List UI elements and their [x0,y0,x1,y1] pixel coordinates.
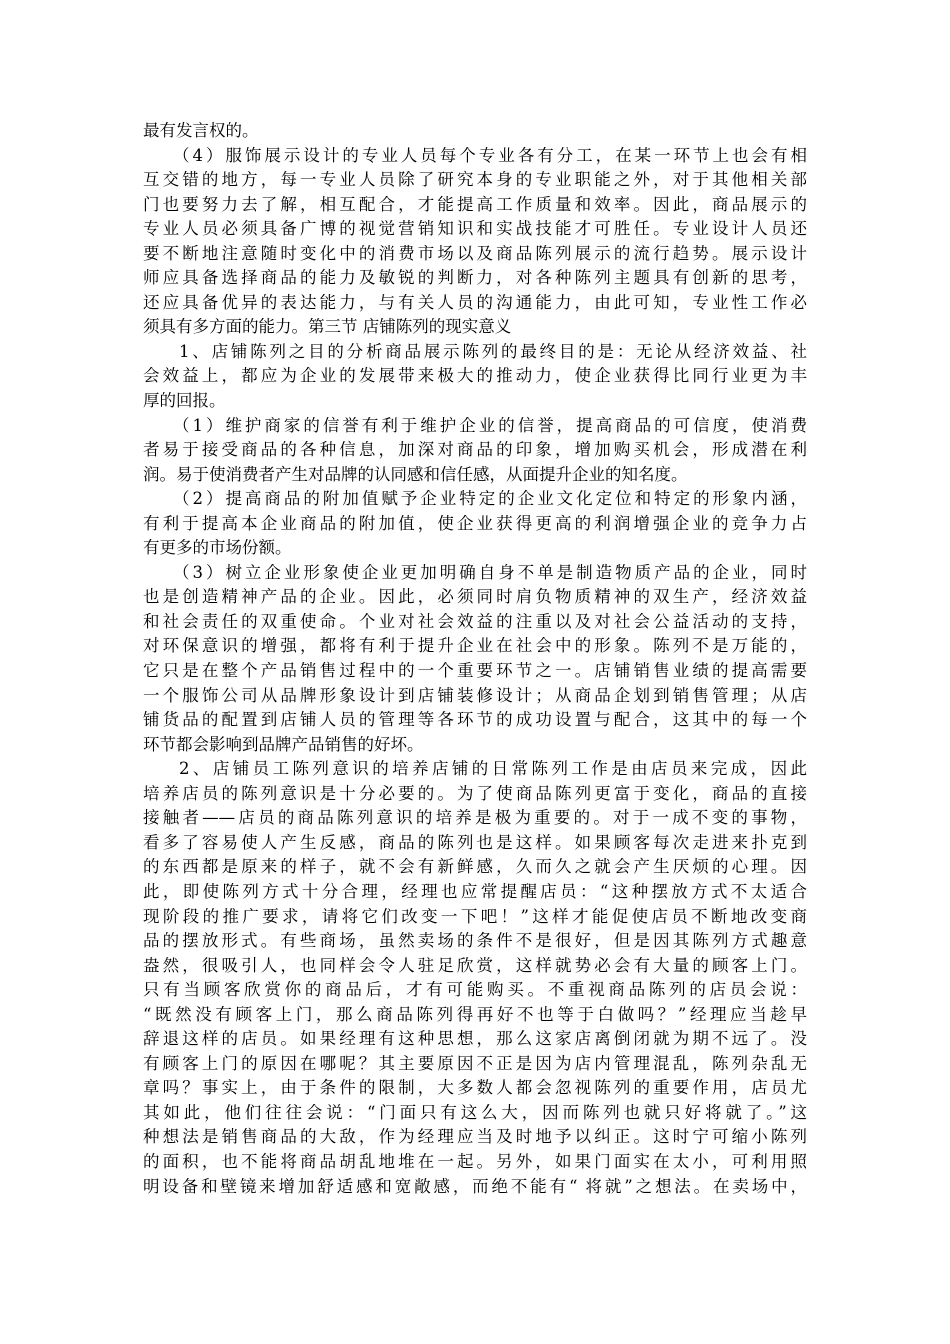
text-line: 有顾客上门的原因在哪呢？其主要原因不正是因为店内管理混乱，陈列杂乱无 [143,1053,807,1073]
text-line: 现阶段的推广要求，请将它们改变一下吧！”这样才能促使店员不断地改变商 [143,906,807,926]
text-line: 者易于接受商品的各种信息，加深对商品的印象，增加购买机会，形成潜在利 [143,440,807,460]
text-line: 的东西都是原来的样子，就不会有新鲜感，久而久之就会产生厌烦的心理。因 [143,857,807,877]
text-line: （4）服饰展示设计的专业人员每个专业各有分工，在某一环节上也会有相 [173,145,807,165]
text-line: 须具有多方面的能力。第三节 店铺陈列的现实意义 [143,317,512,337]
text-line: 辞退这样的店员。如果经理有这种思想，那么这家店离倒闭就为期不远了。没 [143,1029,807,1049]
text-line: 厚的回报。 [143,391,226,411]
text-line: 它只是在整个产品销售过程中的一个重要环节之一。店铺销售业绩的提高需要 [143,661,807,681]
text-line: 章吗？事实上，由于条件的限制，大多数人都会忽视陈列的重要作用，店员尤 [143,1078,807,1098]
text-line: 1、店铺陈列之目的分析商品展示陈列的最终目的是：无论从经济效益、社 [179,341,807,361]
text-line: 明设备和壁镜来增加舒适感和宽敞感，而绝不能有“ 将就”之想法。在卖场中， [143,1176,807,1196]
text-line: 种想法是销售商品的大敌，作为经理应当及时地予以纠正。这时宁可缩小陈列 [143,1127,807,1147]
text-line: “既然没有顾客上门，那么商品陈列得再好不也等于白做吗？”经理应当趁早 [143,1004,807,1024]
text-line: （2）提高商品的附加值赋予企业特定的企业文化定位和特定的形象内涵， [173,489,807,509]
text-line: 2、店铺员工陈列意识的培养店铺的日常陈列工作是由店员来完成，因此 [179,759,807,779]
text-line: 铺货品的配置到店铺人员的管理等各环节的成功设置与配合，这其中的每一个 [143,710,807,730]
text-line: 环节都会影响到品牌产品销售的好坏。 [143,734,424,754]
text-line: 要不断地注意随时变化中的消费市场以及商品陈列展示的流行趋势。展示设计 [143,243,807,263]
text-line: 也是创造精神产品的企业。因此，必须同时肩负物质精神的双生产，经济效益 [143,587,807,607]
text-line: 还应具备优异的表达能力，与有关人员的沟通能力，由此可知，专业性工作必 [143,292,807,312]
text-line: 只有当顾客欣赏你的商品后，才有可能购买。不重视商品陈列的店员会说： [143,980,807,1000]
text-line: 师应具备选择商品的能力及敏锐的判断力，对各种陈列主题具有创新的思考， [143,268,807,288]
text-line: 看多了容易使人产生反感，商品的陈列也是这样。如果顾客每次走进来扑克到 [143,832,807,852]
text-line: 盎然，很吸引人，也同样会令人驻足欣赏，这样就势必会有大量的顾客上门。 [143,955,807,975]
text-line: （3）树立企业形象使企业更加明确自身不单是制造物质产品的企业，同时 [173,562,807,582]
text-line: 此，即使陈列方式十分合理，经理也应常提醒店员：“这种摆放方式不太适合 [143,881,807,901]
text-line: 接触者——店员的商品陈列意识的培养是极为重要的。对于一成不变的事物， [143,808,807,828]
text-line: 品的摆放形式。有些商场，虽然卖场的条件不是很好，但是因其陈列方式趣意 [143,931,807,951]
document-page [143,119,807,1199]
text-line: 的面积，也不能将商品胡乱地堆在一起。另外，如果门面实在太小，可利用照 [143,1151,807,1171]
text-line: 和社会责任的双重使命。个业对社会效益的注重以及对社会公益活动的支持， [143,611,807,631]
text-line: 专业人员必须具备广博的视觉营销知识和实战技能才可胜任。专业设计人员还 [143,219,807,239]
text-line: 互交错的地方，每一专业人员除了研究本身的专业职能之外，对于其他相关部 [143,170,807,190]
text-line: 有更多的市场份额。 [143,538,292,558]
text-line: 会效益上，都应为企业的发展带来极大的推动力，使企业获得比同行业更为丰 [143,366,807,386]
text-line: 其如此，他们往往会说：“门面只有这么大，因而陈列也就只好将就了。”这 [143,1102,807,1122]
text-line: （1）维护商家的信誉有利于维护企业的信誉，提高商品的可信度，使消费 [173,415,807,435]
text-line: 有利于提高本企业商品的附加值，使企业获得更高的利润增强企业的竞争力占 [143,513,807,533]
text-line: 门也要努力去了解，相互配合，才能提高工作质量和效率。因此，商品展示的 [143,194,807,214]
text-line: 最有发言权的。 [143,121,259,140]
text-line: 对环保意识的增强，都将有利于提升企业在社会中的形象。陈列不是万能的， [143,636,807,656]
text-line: 润。易于使消费者产生对品牌的认同感和信任感，从面提升企业的知名度。 [143,464,688,484]
text-line: 一个服饰公司从品牌形象设计到店铺装修设计；从商品企划到销售管理；从店 [143,685,807,705]
text-line: 培养店员的陈列意识是十分必要的。为了使商品陈列更富于变化，商品的直接 [143,783,807,803]
